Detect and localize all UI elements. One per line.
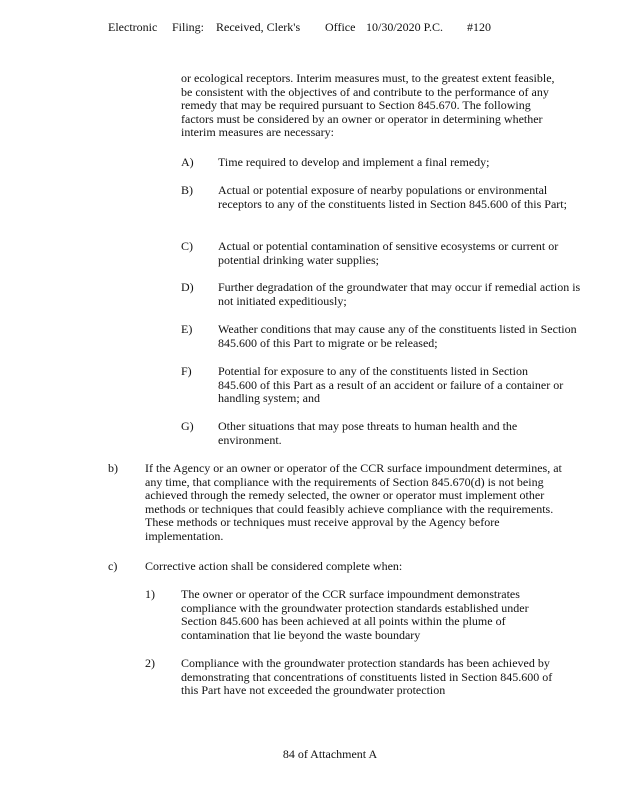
factor-label: A): [181, 155, 194, 169]
factor-label: F): [181, 364, 192, 378]
factor-text: Other situations that may pose threats to human health and the environment.: [218, 419, 518, 447]
subsection-b-label: b): [108, 461, 118, 475]
page-footer: [0, 748, 618, 762]
factor-text: Actual or potential contamination of sensitive ecosystems or current or potential drinking water supplies;: [218, 239, 559, 267]
intro-paragraph: or ecological receptors. Interim measures must, to the greatest extent feasible, be consistent with the objectives of and contribute to the performance of any remedy that may be required pursuant to Section 845.670. The following factors must be considered by an owner or operator in determining whether interim measures are necessary:: [181, 71, 555, 140]
factor-text: Weather conditions that may cause any of the constituents listed in Section 845.600 of this Part to migrate or be released;: [218, 322, 577, 350]
factor-text: Further degradation of the groundwater that may occur if remedial action is not initiated expeditiously;: [218, 280, 581, 308]
subsection-b-text: If the Agency or an owner or operator of the CCR surface impoundment determines, at any time, that compliance with the requirements of Section 845.670(d) is not being achieved through the remedy selected, the owner or operator must implement other methods or techniques that could feasibly achieve compliance with the requirements. These methods or techniques must receive approval by the Agency before implementation.: [145, 461, 562, 543]
completion-label: 1): [145, 587, 155, 601]
factor-text: Time required to develop and implement a final remedy;: [218, 155, 490, 169]
header-filing: Filing:: [172, 20, 205, 34]
factor-label: C): [181, 239, 193, 253]
completion-text: Compliance with the groundwater protection standards has been achieved by demonstrating that concentrations of constituents listed in Section 845.600 of this Part have not exceeded the groundwater protection: [181, 656, 553, 698]
factor-label: E): [181, 322, 193, 336]
page-number: 84 of Attachment A: [282, 747, 378, 761]
factor-label: D): [181, 280, 194, 294]
completion-text: The owner or operator of the CCR surface impoundment demonstrates compliance with the groundwater protection standards established under Section 845.600 has been achieved at all points within the plume of contamination that lie beyond the waste boundary: [181, 587, 529, 642]
subsection-c-label: c): [108, 559, 118, 573]
header-date: 10/30/2020 P.C.: [366, 20, 444, 34]
factor-text: Actual or potential exposure of nearby populations or environmental receptors to any of the constituents listed in Section 845.600 of this Part;: [218, 183, 567, 211]
factor-label: B): [181, 183, 193, 197]
header-number: #120: [467, 20, 491, 34]
header-electronic: Electronic: [108, 20, 158, 34]
subsection-c-text: Corrective action shall be considered complete when:: [145, 559, 403, 573]
factor-label: G): [181, 419, 194, 433]
header-office: Office: [325, 20, 356, 34]
header-received: Received, Clerk's: [216, 20, 301, 34]
factor-text: Potential for exposure to any of the constituents listed in Section 845.600 of this Part as a result of an accident or failure of a container or handling system; and: [218, 364, 564, 406]
completion-label: 2): [145, 656, 155, 670]
